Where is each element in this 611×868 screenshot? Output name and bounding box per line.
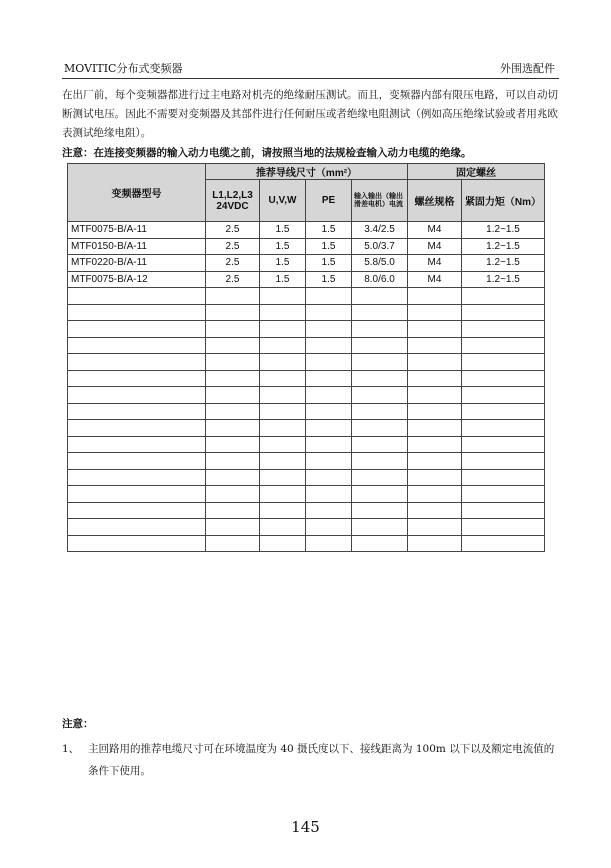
table-cell-model xyxy=(68,304,206,321)
table-cell-io xyxy=(352,436,408,453)
table-cell-uvw: 1.5 xyxy=(260,222,306,239)
table-row xyxy=(68,337,545,354)
table-cell-model xyxy=(68,370,206,387)
table-cell-pe xyxy=(306,354,352,371)
table-cell-screw: M4 xyxy=(408,271,462,288)
table-cell-screw xyxy=(408,288,462,305)
table-cell-uvw xyxy=(260,288,306,305)
table-cell-screw xyxy=(408,502,462,519)
table-cell-pe xyxy=(306,436,352,453)
table-cell-pe xyxy=(306,519,352,536)
table-cell-io xyxy=(352,337,408,354)
table-cell-pe xyxy=(306,321,352,338)
wire-size-group-header: 推荐导线尺寸（mm²） xyxy=(206,164,408,180)
table-row xyxy=(68,403,545,420)
table-cell-screw xyxy=(408,321,462,338)
notes-title: 注意： xyxy=(62,718,94,730)
table-cell-torque: 1.2~1.5 xyxy=(462,271,545,288)
table-cell-screw xyxy=(408,403,462,420)
table-row xyxy=(68,354,545,371)
table-cell-pe: 1.5 xyxy=(306,271,352,288)
table-cell-screw xyxy=(408,486,462,503)
table-row xyxy=(68,486,545,503)
table-row xyxy=(68,238,545,255)
table-cell-model xyxy=(68,502,206,519)
table-cell-uvw: 1.5 xyxy=(260,255,306,272)
table-cell-l xyxy=(206,420,260,437)
table-cell-io xyxy=(352,535,408,552)
table-cell-uvw xyxy=(260,337,306,354)
table-cell-model xyxy=(68,403,206,420)
table-cell-torque xyxy=(462,469,545,486)
table-cell-torque xyxy=(462,370,545,387)
table-cell-model xyxy=(68,321,206,338)
table-cell-torque xyxy=(462,387,545,404)
table-cell-uvw xyxy=(260,519,306,536)
table-cell-uvw xyxy=(260,387,306,404)
table-cell-pe: 1.5 xyxy=(306,255,352,272)
table-cell-screw xyxy=(408,387,462,404)
table-cell-uvw xyxy=(260,486,306,503)
table-cell-pe xyxy=(306,420,352,437)
table-cell-io xyxy=(352,469,408,486)
table-cell-pe xyxy=(306,387,352,404)
table-cell-l xyxy=(206,519,260,536)
table-cell-model xyxy=(68,436,206,453)
table-cell-pe: 1.5 xyxy=(306,238,352,255)
table-cell-torque: 1.2~1.5 xyxy=(462,255,545,272)
table-cell-torque: 1.2~1.5 xyxy=(462,222,545,239)
col-torque-header: 紧固力矩（Nm） xyxy=(462,180,545,222)
table-cell-l xyxy=(206,387,260,404)
table-cell-l xyxy=(206,502,260,519)
table-cell-l: 2.5 xyxy=(206,222,260,239)
col-io-header: 输入输出（输出滑差电机）电流 xyxy=(352,180,408,222)
table-row xyxy=(68,222,545,239)
table-cell-torque xyxy=(462,403,545,420)
table-cell-io: 8.0/6.0 xyxy=(352,271,408,288)
note-text: 主回路用的推荐电缆尺寸可在环境温度为 40 摄氏度以下、接线距离为 100m 以下以及额定电流值的条件下使用。 xyxy=(88,743,555,777)
table-row xyxy=(68,469,545,486)
table-cell-torque xyxy=(462,304,545,321)
col-l-header: L1,L2,L3 24VDC xyxy=(206,180,260,222)
table-cell-l: 2.5 xyxy=(206,238,260,255)
table-cell-l xyxy=(206,403,260,420)
table-cell-pe xyxy=(306,502,352,519)
table-cell-torque xyxy=(462,288,545,305)
table-cell-model xyxy=(68,354,206,371)
table-cell-torque xyxy=(462,436,545,453)
table-cell-uvw: 1.5 xyxy=(260,238,306,255)
table-cell-io xyxy=(352,321,408,338)
table-cell-l xyxy=(206,370,260,387)
header-title: MOVITIC分布式变频器 xyxy=(64,62,183,75)
table-cell-uvw xyxy=(260,535,306,552)
table-cell-model xyxy=(68,453,206,470)
table-cell-uvw xyxy=(260,420,306,437)
table-cell-screw xyxy=(408,337,462,354)
table-cell-screw: M4 xyxy=(408,255,462,272)
table-cell-model: MTF0075-B/A-11 xyxy=(68,222,206,239)
table-row xyxy=(68,255,545,272)
table-cell-io xyxy=(352,288,408,305)
table-cell-model: MTF0075-B/A-12 xyxy=(68,271,206,288)
table-cell-screw xyxy=(408,370,462,387)
table-cell-torque xyxy=(462,535,545,552)
table-cell-torque xyxy=(462,519,545,536)
col-screw-header: 螺丝规格 xyxy=(408,180,462,222)
col-pe-header: PE xyxy=(306,180,352,222)
table-cell-model xyxy=(68,519,206,536)
table-cell-io xyxy=(352,502,408,519)
table-cell-model xyxy=(68,288,206,305)
wiring-spec-table xyxy=(67,163,545,552)
table-row xyxy=(68,370,545,387)
table-cell-torque xyxy=(462,420,545,437)
table-cell-model xyxy=(68,387,206,404)
table-cell-l xyxy=(206,535,260,552)
table-cell-io: 5.0/3.7 xyxy=(352,238,408,255)
table-cell-l xyxy=(206,304,260,321)
table-row xyxy=(68,502,545,519)
table-cell-screw: M4 xyxy=(408,238,462,255)
table-cell-io: 5.8/5.0 xyxy=(352,255,408,272)
table-cell-screw xyxy=(408,420,462,437)
header-divider xyxy=(62,78,559,79)
table-cell-pe xyxy=(306,337,352,354)
table-cell-model xyxy=(68,420,206,437)
table-cell-screw xyxy=(408,304,462,321)
table-cell-screw xyxy=(408,469,462,486)
table-row xyxy=(68,436,545,453)
table-row xyxy=(68,304,545,321)
table-row xyxy=(68,288,545,305)
table-row xyxy=(68,271,545,288)
table-cell-uvw xyxy=(260,403,306,420)
table-cell-uvw xyxy=(260,469,306,486)
table-cell-io xyxy=(352,486,408,503)
table-cell-io xyxy=(352,387,408,404)
table-cell-l xyxy=(206,453,260,470)
col-uvw-header: U,V,W xyxy=(260,180,306,222)
table-cell-io xyxy=(352,370,408,387)
table-cell-torque xyxy=(462,337,545,354)
table-cell-pe xyxy=(306,403,352,420)
table-cell-model xyxy=(68,535,206,552)
table-row xyxy=(68,519,545,536)
intro-paragraph: 在出厂前，每个变频器都进行过主电路对机壳的绝缘耐压测试。而且，变频器内部有限压电路，可以自动切断测试电压。因此不需要对变频器及其部件进行任何耐压或者绝缘电阻测试（例如高压绝缘试验或者用兆欧表测试绝缘电阻）。 xyxy=(62,89,558,139)
table-cell-pe: 1.5 xyxy=(306,222,352,239)
table-cell-l xyxy=(206,321,260,338)
table-cell-screw xyxy=(408,436,462,453)
table-cell-model: MTF0150-B/A-11 xyxy=(68,238,206,255)
table-cell-io xyxy=(352,453,408,470)
table-cell-io xyxy=(352,420,408,437)
table-cell-pe xyxy=(306,288,352,305)
table-cell-l xyxy=(206,469,260,486)
table-cell-io xyxy=(352,354,408,371)
table-cell-pe xyxy=(306,535,352,552)
table-cell-pe xyxy=(306,469,352,486)
table-cell-model: MTF0220-B/A-11 xyxy=(68,255,206,272)
table-cell-screw xyxy=(408,519,462,536)
table-cell-l xyxy=(206,354,260,371)
table-cell-uvw: 1.5 xyxy=(260,271,306,288)
table-cell-screw xyxy=(408,535,462,552)
table-cell-model xyxy=(68,469,206,486)
table-row xyxy=(68,321,545,338)
table-cell-uvw xyxy=(260,436,306,453)
table-cell-uvw xyxy=(260,502,306,519)
table-cell-screw xyxy=(408,354,462,371)
warning-text: 注意：在连接变频器的输入动力电缆之前，请按照当地的法规检查输入动力电缆的绝缘。 xyxy=(62,147,472,159)
note-number: 1、 xyxy=(62,743,80,755)
table-cell-uvw xyxy=(260,304,306,321)
table-row xyxy=(68,387,545,404)
table-row xyxy=(68,420,545,437)
table-cell-pe xyxy=(306,486,352,503)
table-body xyxy=(68,222,545,552)
header-section: 外围选配件 xyxy=(500,62,555,75)
table-cell-io xyxy=(352,403,408,420)
table-cell-screw xyxy=(408,453,462,470)
note-item xyxy=(62,738,558,782)
table-cell-pe xyxy=(306,304,352,321)
table-cell-torque xyxy=(462,321,545,338)
table-cell-torque xyxy=(462,502,545,519)
page-number: 145 xyxy=(291,818,320,836)
table-cell-pe xyxy=(306,453,352,470)
table-cell-l xyxy=(206,337,260,354)
table-cell-uvw xyxy=(260,370,306,387)
table-cell-model xyxy=(68,337,206,354)
table-cell-pe xyxy=(306,370,352,387)
table-row xyxy=(68,453,545,470)
table-cell-io xyxy=(352,519,408,536)
table-cell-torque xyxy=(462,486,545,503)
table-cell-l xyxy=(206,288,260,305)
table-cell-l: 2.5 xyxy=(206,271,260,288)
col-model-header: 变频器型号 xyxy=(68,164,206,222)
table-cell-uvw xyxy=(260,321,306,338)
table-cell-uvw xyxy=(260,453,306,470)
table-cell-io: 3.4/2.5 xyxy=(352,222,408,239)
table-cell-torque: 1.2~1.5 xyxy=(462,238,545,255)
table-cell-torque xyxy=(462,354,545,371)
table-row xyxy=(68,535,545,552)
table-cell-l xyxy=(206,486,260,503)
table-cell-model xyxy=(68,486,206,503)
table-cell-l: 2.5 xyxy=(206,255,260,272)
table-cell-torque xyxy=(462,453,545,470)
table-cell-screw: M4 xyxy=(408,222,462,239)
table-cell-l xyxy=(206,436,260,453)
table-cell-uvw xyxy=(260,354,306,371)
screw-group-header: 固定螺丝 xyxy=(408,164,545,180)
table-cell-io xyxy=(352,304,408,321)
